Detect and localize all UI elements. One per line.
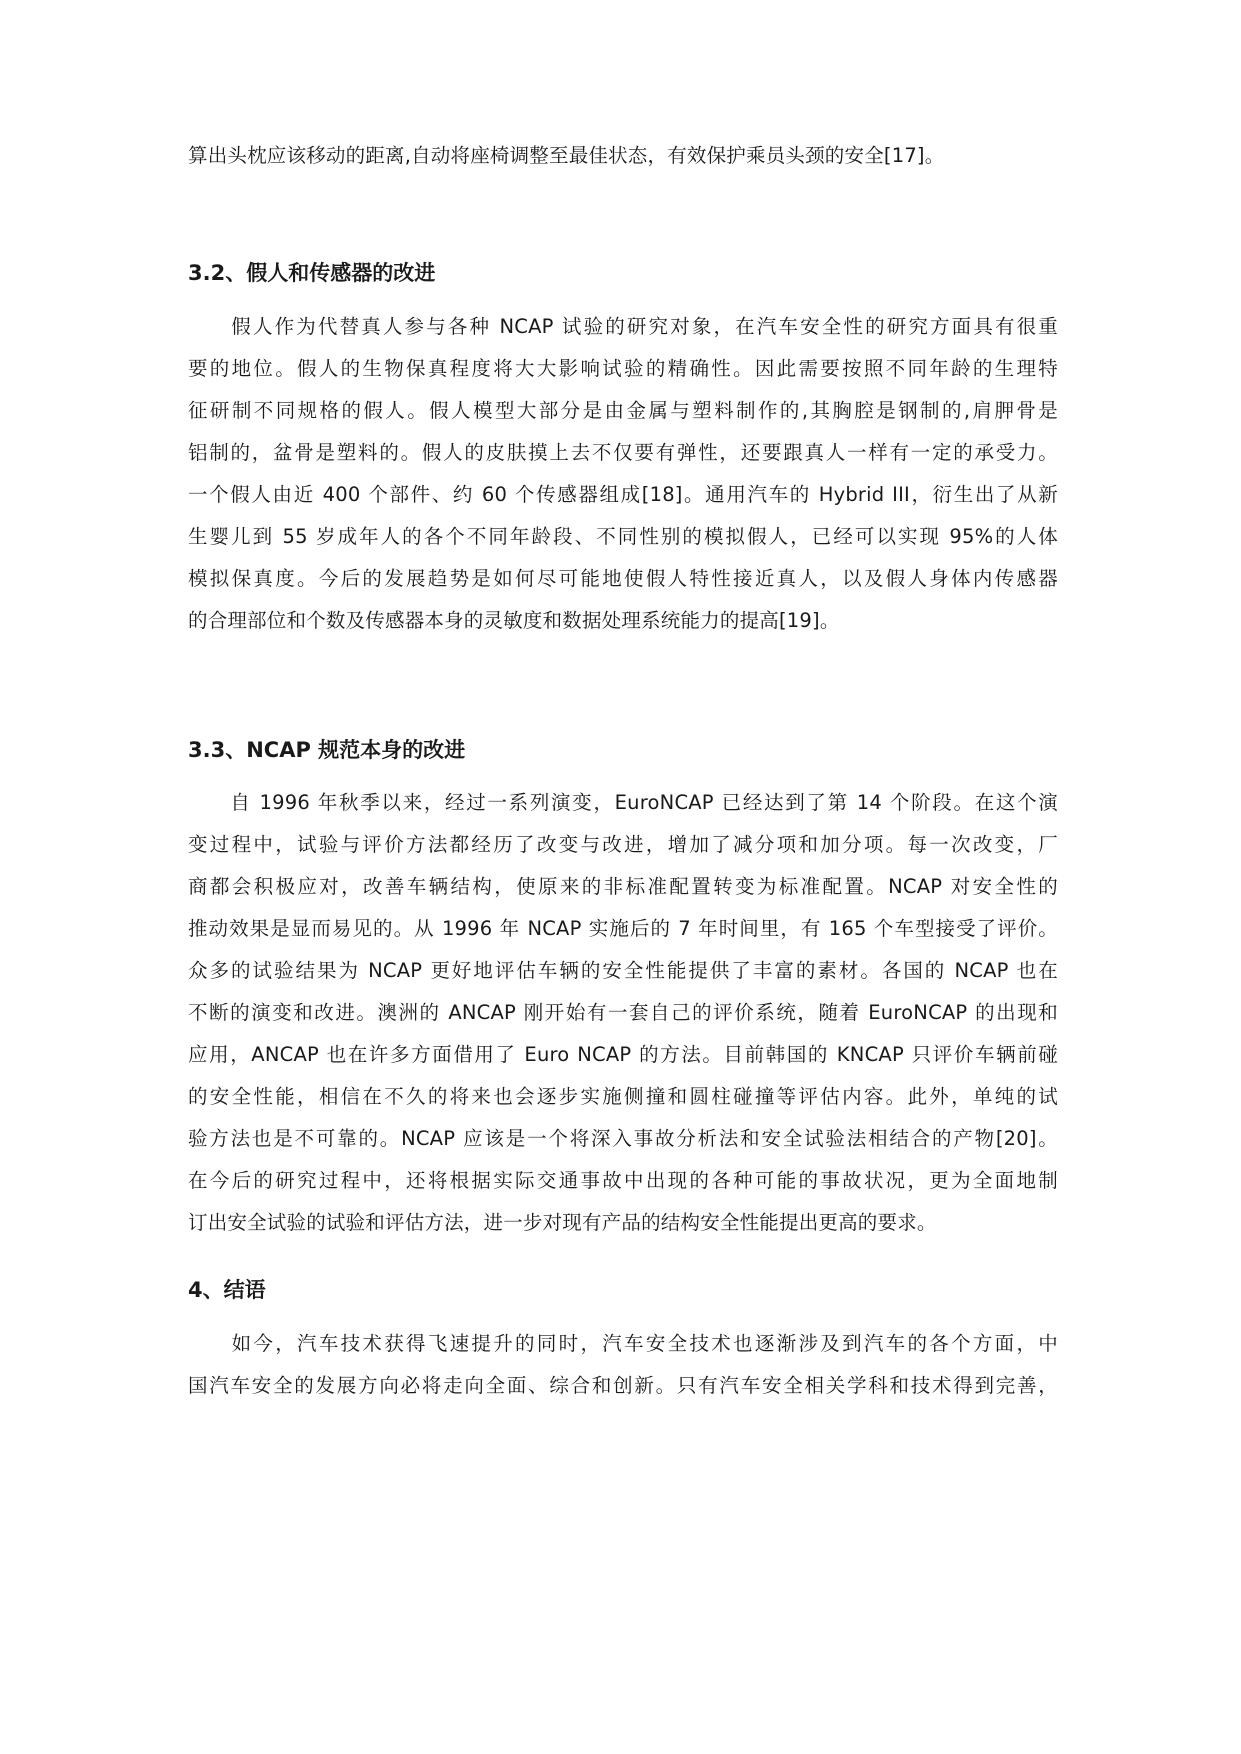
paragraph-line: 的合理部位和个数及传感器本身的灵敏度和数据处理系统能力的提高[19]。 — [188, 609, 840, 632]
paragraph-line: 不断的演变和改进。澳洲的 ANCAP 刚开始有一套自己的评价系统，随着 EuroNCAP 的出现和 — [188, 1001, 1058, 1024]
paragraph-line: 一个假人由近 400 个部件、约 60 个传感器组成[18]。通用汽车的 Hybrid III，衍生出了从新 — [188, 483, 1058, 506]
paragraph-line: 自 1996 年秋季以来，经过一系列演变，EuroNCAP 已经达到了第 14 个阶段。在这个演 — [188, 791, 1058, 814]
paragraph-line: 算出头枕应该移动的距离,自动将座椅调整至最佳状态，有效保护乘员头颈的安全[17]。 — [188, 144, 945, 167]
paragraph-line: 生婴儿到 55 岁成年人的各个不同年龄段、不同性别的模拟假人，已经可以实现 95%的人体 — [188, 525, 1058, 548]
paragraph-line: 铝制的，盆骨是塑料的。假人的皮肤摸上去不仅要有弹性，还要跟真人一样有一定的承受力。 — [188, 441, 1058, 464]
paragraph-line: 国汽车安全的发展方向必将走向全面、综合和创新。只有汽车安全相关学科和技术得到完善， — [188, 1374, 1058, 1397]
paragraph-line: 订出安全试验的试验和评估方法，进一步对现有产品的结构安全性能提出更高的要求。 — [188, 1211, 937, 1234]
section-heading-3-2: 3.2、假人和传感器的改进 — [188, 261, 436, 285]
paragraph-line: 的安全性能，相信在不久的将来也会逐步实施侧撞和圆柱碰撞等评估内容。此外，单纯的试 — [188, 1085, 1058, 1108]
paragraph-line: 众多的试验结果为 NCAP 更好地评估车辆的安全性能提供了丰富的素材。各国的 NCAP 也在 — [188, 959, 1058, 982]
paragraph-line: 要的地位。假人的生物保真程度将大大影响试验的精确性。因此需要按照不同年龄的生理特 — [188, 357, 1058, 380]
section-heading-3-3: 3.3、NCAP 规范本身的改进 — [188, 738, 466, 762]
paragraph-line: 模拟保真度。今后的发展趋势是如何尽可能地使假人特性接近真人，以及假人身体内传感器 — [188, 567, 1058, 590]
paragraph-line: 应用，ANCAP 也在许多方面借用了 Euro NCAP 的方法。目前韩国的 KNCAP 只评价车辆前碰 — [188, 1043, 1058, 1066]
paragraph-line: 如今，汽车技术获得飞速提升的同时，汽车安全技术也逐渐涉及到汽车的各个方面，中 — [188, 1332, 1058, 1355]
paragraph-line: 推动效果是显而易见的。从 1996 年 NCAP 实施后的 7 年时间里，有 165 个车型接受了评价。 — [188, 917, 1058, 940]
section-heading-4: 4、结语 — [188, 1278, 266, 1302]
paragraph-line: 商都会积极应对，改善车辆结构，使原来的非标准配置转变为标准配置。NCAP 对安全性的 — [188, 875, 1058, 898]
paragraph-line: 验方法也是不可靠的。NCAP 应该是一个将深入事故分析法和安全试验法相结合的产物[20]。 — [188, 1127, 1058, 1150]
paragraph-line: 假人作为代替真人参与各种 NCAP 试验的研究对象，在汽车安全性的研究方面具有很重 — [188, 315, 1058, 338]
paragraph-line: 征研制不同规格的假人。假人模型大部分是由金属与塑料制作的,其胸腔是钢制的,肩胛骨是 — [188, 399, 1058, 422]
paragraph-line: 在今后的研究过程中，还将根据实际交通事故中出现的各种可能的事故状况，更为全面地制 — [188, 1169, 1058, 1192]
paragraph-line: 变过程中，试验与评价方法都经历了改变与改进，增加了减分项和加分项。每一次改变，厂 — [188, 833, 1058, 856]
